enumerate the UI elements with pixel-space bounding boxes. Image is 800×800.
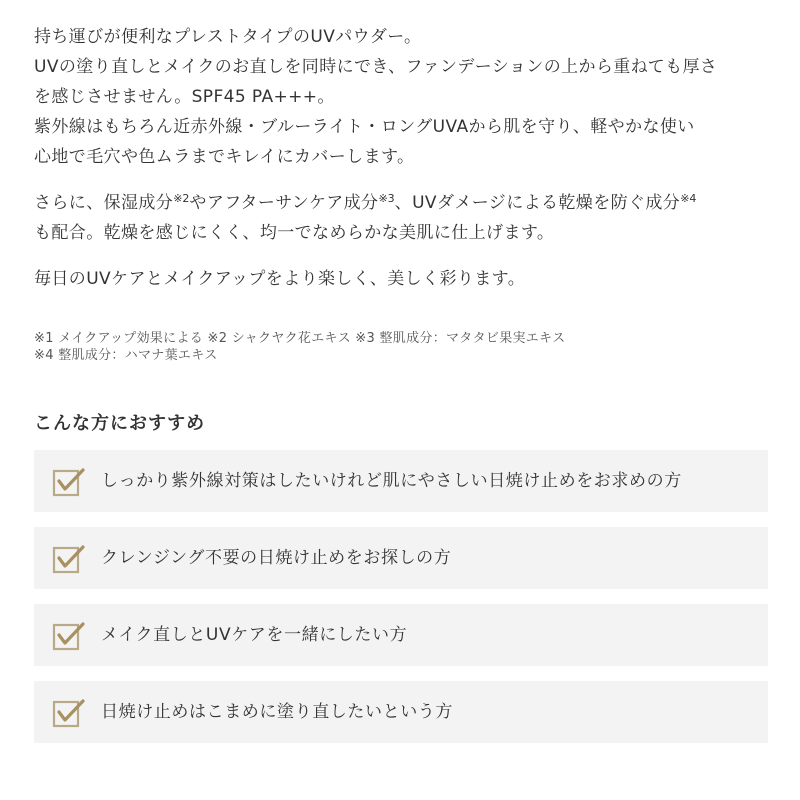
footnote-ref: ※4 xyxy=(680,192,697,205)
recommend-item xyxy=(34,681,768,743)
recommend-list xyxy=(34,450,774,743)
extra-line-1 xyxy=(34,188,774,218)
recommend-item-text: メイク直しとUVケアを一緒にしたい方 xyxy=(101,625,408,645)
checkbox-check-icon xyxy=(52,542,86,576)
daily-paragraph: 毎日のUVケアとメイクアップをより楽しく、美しく彩ります。 xyxy=(34,269,526,289)
checkbox-check-icon xyxy=(52,465,86,499)
footnote-line: ※4 整肌成分：ハマナ葉エキス xyxy=(34,348,218,363)
intro-line: 紫外線はもちろん近赤外線・ブルーライト・ロングUVAから肌を守り、軽やかな使い xyxy=(34,117,695,137)
footnote-ref: ※3 xyxy=(378,192,395,205)
recommend-item-text: クレンジング不要の日焼け止めをお探しの方 xyxy=(101,548,452,568)
recommend-item-text: しっかり紫外線対策はしたいけれど肌にやさしい日焼け止めをお求めの方 xyxy=(101,471,682,491)
footnotes xyxy=(34,330,774,364)
intro-line: 心地で毛穴や色ムラまでキレイにカバーします。 xyxy=(34,147,415,167)
intro-line: 持ち運びが便利なプレストタイプのUVパウダー。 xyxy=(34,27,422,47)
extra-line-2: も配合。乾燥を感じにくく、均一でなめらかな美肌に仕上げます。 xyxy=(34,223,555,243)
footnote-ref: ※2 xyxy=(173,192,190,205)
recommend-title: こんな方におすすめ xyxy=(34,413,206,434)
checkbox-check-icon xyxy=(52,696,86,730)
recommend-item-text: 日焼け止めはこまめに塗り直したいという方 xyxy=(101,702,453,722)
product-description xyxy=(34,22,774,759)
extra-text: さらに、保湿成分 xyxy=(34,193,174,213)
intro-line: を感じさせません。SPF45 PA+++。 xyxy=(34,87,335,107)
recommend-item xyxy=(34,604,768,666)
extra-ingredients-paragraph xyxy=(34,188,774,248)
recommend-item xyxy=(34,527,768,589)
extra-text: やアフターサンケア成分 xyxy=(189,193,379,213)
intro-paragraph xyxy=(34,22,774,172)
intro-line: UVの塗り直しとメイクのお直しを同時にでき、ファンデーションの上から重ねても厚さ xyxy=(34,57,718,77)
extra-text: 、UVダメージによる乾燥を防ぐ成分 xyxy=(394,193,681,213)
recommend-item xyxy=(34,450,768,512)
checkbox-check-icon xyxy=(52,619,86,653)
footnote-line: ※1 メイクアップ効果による ※2 シャクヤク花エキス ※3 整肌成分：マタタビ果実エキス xyxy=(34,331,566,346)
